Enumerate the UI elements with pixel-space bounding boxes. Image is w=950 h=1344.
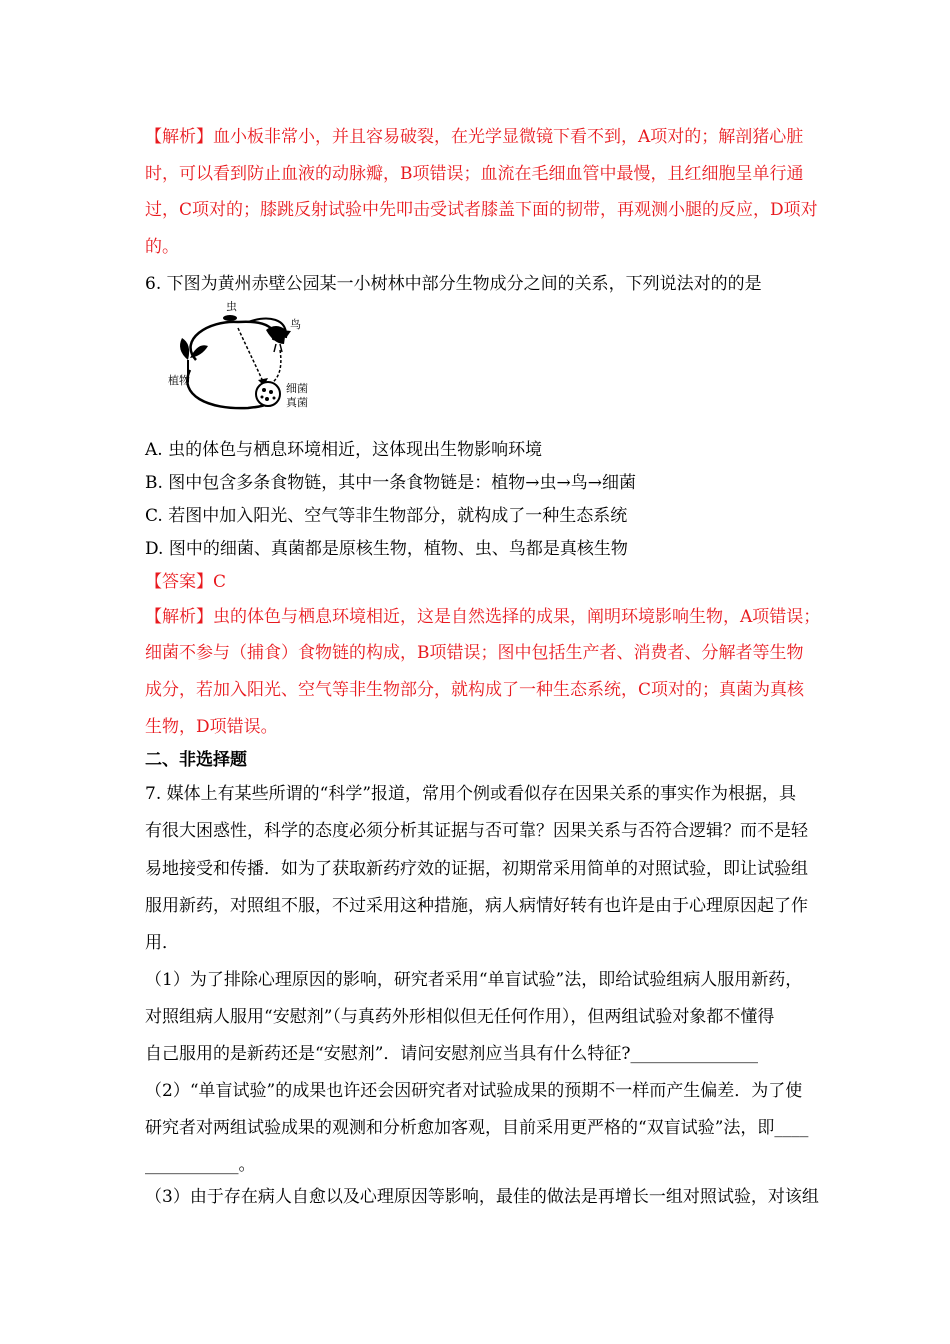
question-text: 有很大困惑性，科学的态度必须分析其证据与否可靠？因果关系与否符合逻辑？而不是轻 (145, 821, 808, 841)
question-text: 7. 媒体上有某些所谓的“科学”报道，常用个例或看似存在因果关系的事实作为根据，具 (145, 784, 797, 804)
subquestion-3: （3）由于存在病人自愈以及心理原因等影响，最佳的做法是再增长一组对照试验，对该组 (145, 1187, 819, 1207)
analysis-line: 细菌不参与（捕食）食物链的构成，B项错误；图中包括生产者、消费者、分解者等生物 (145, 643, 804, 663)
subquestion-2: ___________。 (145, 1155, 256, 1175)
arrow-plant-to-decomposer (187, 370, 268, 408)
label-plant: 植物 (168, 374, 190, 387)
option-d: D. 图中的细菌、真菌都是原核生物，植物、虫、鸟都是真核生物 (145, 539, 628, 559)
analysis-line: 时，可以看到防止血液的动脉瓣，B项错误；血流在毛细血管中最慢，且红细胞呈单行通 (145, 164, 804, 184)
question-text: 服用新药，对照组不服，不过采用这种措施，病人病情好转有也许是由于心理原因起了作 (145, 896, 808, 916)
section-title: 二、非选择题 (145, 750, 247, 770)
answer-value: C (213, 572, 227, 592)
analysis-line: 过，C项对的；膝跳反射试验中先叩击受试者膝盖下面的韧带，再观测小腿的反应，D项对 (145, 200, 818, 220)
question-text: 用． (145, 933, 179, 953)
analysis-tag: 【解析】 (145, 607, 213, 627)
answer-tag: 【答案】 (145, 572, 213, 592)
bacteria-icon (256, 382, 280, 406)
bird-icon (266, 326, 286, 344)
subquestion-1: 自己服用的是新药还是“安慰剂”．请问安慰剂应当具有什么特征?_______________ (145, 1044, 758, 1064)
subquestion-1: 对照组病人服用“安慰剂”（与真药外形相似但无任何作用），但两组试验对象都不懂得 (145, 1007, 775, 1027)
question-stem: 6. 下图为黄州赤壁公园某一小树林中部分生物成分之间的关系，下列说法对的的是 (145, 274, 762, 294)
analysis-line: 的。 (145, 237, 179, 257)
analysis-text: 虫的体色与栖息环境相近，这是自然选择的成果，阐明环境影响生物，A项错误； (213, 607, 821, 627)
option-b: B. 图中包含多条食物链，其中一条食物链是：植物→虫→鸟→细菌 (145, 473, 637, 493)
label-insect: 虫 (226, 300, 237, 313)
insect-icon (223, 315, 237, 321)
analysis-line (145, 607, 820, 627)
option-a: A. 虫的体色与栖息环境相近，这体现出生物影响环境 (145, 440, 543, 460)
subquestion-2: （2）“单盲试验”的成果也许还会因研究者对试验成果的预期不一样而产生偏差．为了使 (145, 1081, 803, 1101)
analysis-line: 生物，D项错误。 (145, 717, 278, 737)
arrow-bird-to-decomposer (268, 350, 281, 386)
arrow-plant-to-insect (191, 322, 275, 360)
label-bacteria: 细菌 (286, 382, 308, 395)
food-web-diagram (168, 300, 328, 420)
analysis-tag: 【解析】 (145, 127, 213, 147)
arrow-insect-to-decomposer (238, 328, 264, 384)
option-c: C. 若图中加入阳光、空气等非生物部分，就构成了一种生态系统 (145, 506, 628, 526)
subquestion-1: （1）为了排除心理原因的影响，研究者采用“单盲试验”法，即给试验组病人服用新药， (145, 970, 803, 990)
plant-icon (180, 338, 189, 360)
label-bird: 鸟 (290, 318, 301, 331)
question-text: 易地接受和传播．如为了获取新药疗效的证据，初期常采用简单的对照试验，即让试验组 (145, 859, 808, 879)
answer-line (145, 572, 226, 592)
analysis-line: 成分，若加入阳光、空气等非生物部分，就构成了一种生态系统，C项对的；真菌为真核 (145, 680, 805, 700)
label-fungi: 真菌 (286, 396, 308, 409)
analysis-text: 血小板非常小，并且容易破裂，在光学显微镜下看不到，A项对的；解剖猪心脏 (213, 127, 804, 147)
analysis-line (145, 127, 803, 147)
subquestion-2: 研究者对两组试验成果的观测和分析愈加客观，目前采用更严格的“双盲试验”法，即____ (145, 1118, 809, 1138)
